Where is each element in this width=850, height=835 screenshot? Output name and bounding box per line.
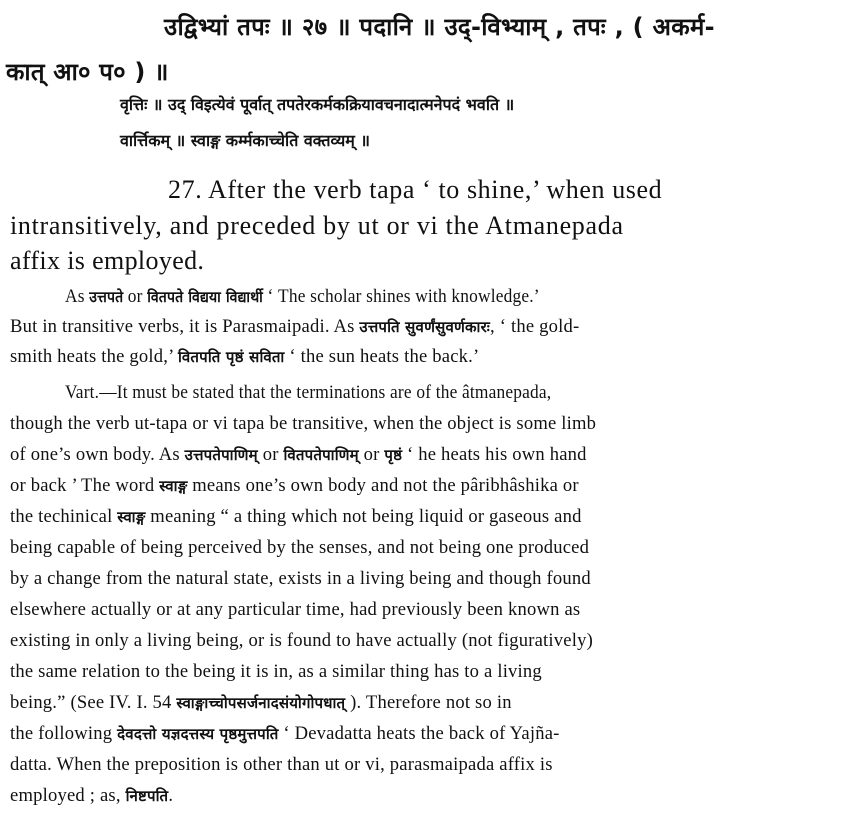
body-text: ‘ the sun heats the back.’ (284, 346, 480, 367)
sutra-line-1: उद्विभ्यां तपः ॥ २७ ॥ पदानि ॥ उद्-विभ्याम् , तपः , ( अकर्म- (164, 13, 715, 41)
body-text: ‘ he heats his own hand (402, 444, 587, 465)
body-text: ‘ The scholar shines with knowledge.’ (263, 286, 540, 307)
body-line: datta. When the preposition is other than ut or vi, parasmaipada affix is (10, 754, 553, 775)
body-line: by a change from the natural state, exists in a living being and though found (10, 568, 591, 589)
sanskrit-term: वितपतेपाणिम् (283, 446, 359, 464)
body-line (10, 443, 845, 467)
body-text: employed ; as, (10, 785, 126, 806)
body-text: ‘ Devadatta heats the back of Yajña- (278, 723, 560, 744)
sanskrit-term: देवदत्तो यज्ञदत्तस्य पृष्ठमुत्तपति (117, 725, 279, 743)
vritti-commentary: वृत्तिः ॥ उद् विइत्येवं पूर्वात् तपतेरकर्मकक्रियावचनादात्मनेपदं भवति ॥ (120, 95, 515, 114)
sanskrit-term: उत्तपति सुवर्णंसुवर्णकारः (359, 318, 491, 336)
body-text: ). Therefore not so in (345, 692, 512, 713)
body-line: elsewhere actually or at any particular time, had previously been known as (10, 599, 581, 620)
body-text: or (257, 444, 284, 465)
body-line (65, 285, 845, 309)
body-line (10, 691, 845, 715)
sanskrit-term: पृष्ठं (384, 446, 403, 464)
body-text: smith heats the gold,’ (10, 346, 178, 367)
sanskrit-term: उत्तपतेपाणिम् (184, 446, 258, 464)
sanskrit-term: निष्टपति (125, 787, 169, 805)
body-line: the same relation to the being it is in, as a similar thing has to a living (10, 661, 542, 682)
body-line (10, 784, 845, 808)
body-text: As (65, 286, 90, 307)
translation-line-1: 27. After the verb tapa ‘ to shine,’ when used (168, 175, 663, 204)
body-text: But in transitive verbs, it is Parasmaipadi. As (10, 316, 360, 337)
body-text: or back ’ The word (10, 475, 160, 496)
body-text: meaning “ a thing which not being liquid or gaseous and (145, 506, 582, 527)
body-line: Vart.—It must be stated that the terminations are of the âtmanepada, (65, 382, 552, 403)
sanskrit-term: स्वाङ्ग (117, 508, 146, 526)
translation-line-3: affix is employed. (10, 246, 205, 275)
body-text: the following (10, 723, 118, 744)
body-text: the techinical (10, 506, 118, 527)
body-line: existing in only a living being, or is found to have actually (not figuratively) (10, 630, 593, 651)
sanskrit-term: वितपते विद्यया विद्यार्थी (147, 288, 264, 306)
body-line (10, 345, 845, 369)
body-line: being capable of being perceived by the senses, and not being one produced (10, 537, 590, 558)
body-line (10, 315, 845, 339)
body-line: though the verb ut-tapa or vi tapa be transitive, when the object is some limb (10, 413, 597, 434)
body-text: or (358, 444, 385, 465)
body-text: of one’s own body. As (10, 444, 185, 465)
varttika-commentary: वार्त्तिकम् ॥ स्वाङ्ग कर्म्मकाच्चेति वक्तव्यम् ॥ (120, 131, 370, 150)
body-line (10, 505, 845, 529)
body-line (10, 722, 845, 746)
sanskrit-term: वितपति पृष्ठं सविता (177, 348, 285, 366)
sutra-line-2: कात् आ० प० ) ॥ (6, 58, 169, 86)
sanskrit-term: स्वाङ्ग (159, 477, 188, 495)
body-text: being.” (See IV. I. 54 (10, 692, 177, 713)
sanskrit-term: उत्तपते (89, 288, 124, 306)
translation-line-2: intransitively, and preceded by ut or vi the Atmanepada (10, 211, 624, 240)
body-text: . (168, 785, 174, 806)
body-line (10, 474, 845, 498)
body-text: means one’s own body and not the pâribhâshika or (187, 475, 579, 496)
body-text: or (123, 286, 148, 307)
sanskrit-term: स्वाङ्गाच्चोपसर्जनादसंयोगोपधात् (176, 694, 346, 712)
body-text: , ‘ the gold- (490, 316, 580, 337)
